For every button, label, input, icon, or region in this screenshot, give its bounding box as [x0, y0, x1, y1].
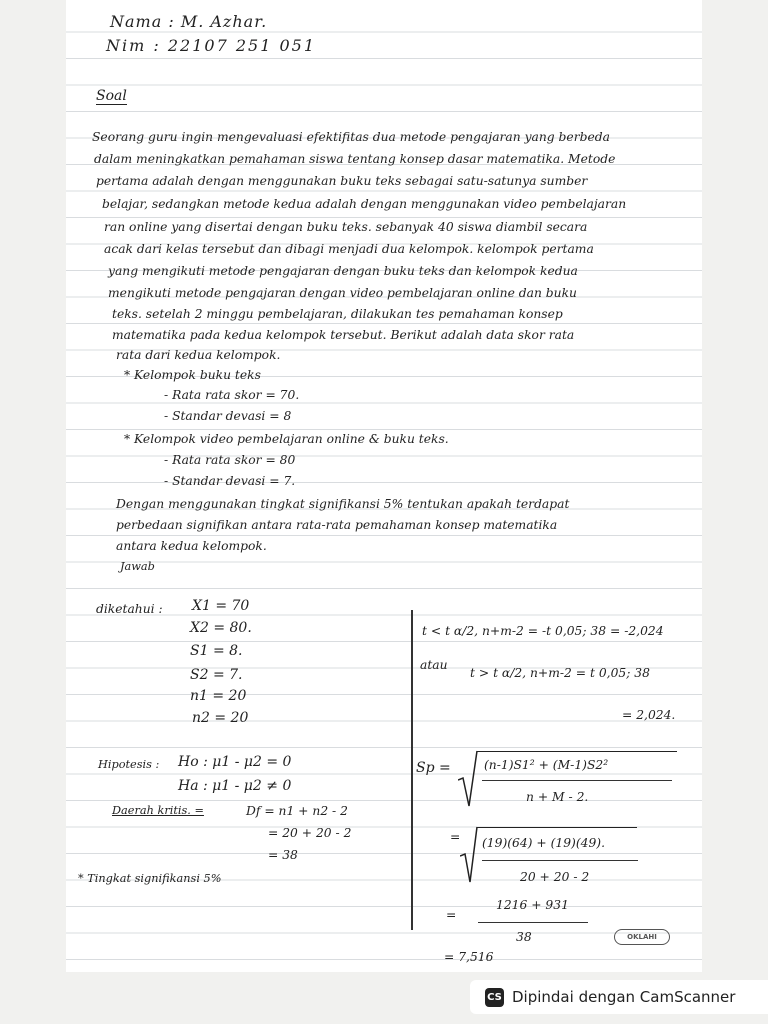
- daerah-kritis-label: Daerah kritis. =: [112, 804, 204, 817]
- sp-numerator-2: (19)(64) + (19)(49).: [482, 836, 605, 850]
- df-line: Df = n1 + n2 - 2: [246, 804, 348, 818]
- camscanner-icon: CS: [485, 988, 504, 1007]
- nim-line: Nim : 22107 251 051: [106, 36, 316, 55]
- group1-title: * Kelompok buku teks: [124, 368, 261, 382]
- soal-line: pertama adalah dengan menggunakan buku teks sebagai satu-satunya sumber: [96, 174, 588, 188]
- sqrt-sign: [460, 826, 478, 886]
- known-value: X2 = 80.: [190, 620, 252, 636]
- known-value: n2 = 20: [192, 710, 249, 726]
- group1-item: - Standar devasi = 8: [164, 409, 292, 423]
- group2-item: - Standar devasi = 7.: [164, 474, 296, 488]
- ha: Ha : μ1 - μ2 ≠ 0: [178, 778, 292, 794]
- stamp-logo: OKLAHI: [614, 929, 670, 945]
- critical-line-1: t < t α/2, n+m-2 = -t 0,05; 38 = -2,024: [422, 624, 664, 638]
- df-line: = 20 + 20 - 2: [268, 826, 352, 840]
- sp-denominator-3: 38: [516, 930, 532, 944]
- equals-sign: =: [446, 908, 457, 922]
- notebook-page: [66, 0, 702, 972]
- tingkat-signifikansi: * Tingkat signifikansi 5%: [78, 872, 222, 885]
- question-line: Dengan menggunakan tingkat signifikansi 5% tentukan apakah terdapat: [116, 497, 570, 511]
- critical-line-2: t > t α/2, n+m-2 = t 0,05; 38: [470, 666, 650, 680]
- column-divider: [411, 610, 413, 930]
- sp-label: Sp =: [416, 760, 451, 776]
- question-line: antara kedua kelompok.: [116, 539, 267, 553]
- hipotesis-label: Hipotesis :: [98, 758, 160, 771]
- fraction-bar: [482, 860, 638, 861]
- known-value: n1 = 20: [190, 688, 247, 704]
- sp-numerator: (n-1)S1² + (M-1)S2²: [484, 758, 609, 772]
- sp-numerator-3: 1216 + 931: [496, 898, 569, 912]
- camscanner-watermark: [470, 980, 768, 1014]
- soal-line: dalam meningkatkan pemahaman siswa tentang konsep dasar matematika. Metode: [94, 152, 616, 166]
- sp-result: = 7,516: [444, 950, 494, 964]
- equals-sign: =: [450, 830, 461, 844]
- soal-line: matematika pada kedua kelompok tersebut. Berikut adalah data skor rata: [112, 328, 575, 342]
- soal-line: rata dari kedua kelompok.: [116, 348, 281, 362]
- known-value: X1 = 70: [192, 598, 250, 614]
- critical-atau: atau: [420, 658, 448, 672]
- group1-item: - Rata rata skor = 70.: [164, 388, 300, 402]
- name-line: Nama : M. Azhar.: [110, 12, 268, 31]
- sqrt-bar: [477, 827, 637, 828]
- soal-line: teks. setelah 2 minggu pembelajaran, dilakukan tes pemahaman konsep: [112, 307, 563, 321]
- soal-line: ran online yang disertai dengan buku teks. sebanyak 40 siswa diambil secara: [104, 220, 588, 234]
- group2-item: - Rata rata skor = 80: [164, 453, 296, 467]
- fraction-bar: [478, 922, 588, 923]
- question-line: perbedaan signifikan antara rata-rata pemahaman konsep matematika: [116, 518, 558, 532]
- group2-title: * Kelompok video pembelajaran online & buku teks.: [124, 432, 449, 446]
- critical-line-3: = 2,024.: [622, 708, 676, 722]
- soal-title: Soal: [96, 88, 127, 104]
- known-value: S1 = 8.: [190, 643, 243, 659]
- h0: Ho : μ1 - μ2 = 0: [178, 754, 292, 770]
- sp-denominator-2: 20 + 20 - 2: [520, 870, 590, 884]
- fraction-bar: [482, 780, 672, 781]
- soal-line: mengikuti metode pengajaran dengan video pembelajaran online dan buku: [108, 286, 577, 300]
- sp-denominator: n + M - 2.: [526, 790, 589, 804]
- sqrt-sign: [458, 750, 478, 810]
- soal-line: yang mengikuti metode pengajaran dengan buku teks dan kelompok kedua: [108, 264, 578, 278]
- sqrt-bar: [477, 751, 677, 752]
- soal-line: acak dari kelas tersebut dan dibagi menjadi dua kelompok. kelompok pertama: [104, 242, 594, 256]
- camscanner-label: Dipindai dengan CamScanner: [512, 988, 736, 1006]
- df-line: = 38: [268, 848, 298, 862]
- soal-line: belajar, sedangkan metode kedua adalah dengan menggunakan video pembelajaran: [102, 197, 627, 211]
- soal-line: Seorang guru ingin mengevaluasi efektifitas dua metode pengajaran yang berbeda: [92, 130, 610, 144]
- diketahui-label: diketahui :: [96, 602, 163, 616]
- known-value: S2 = 7.: [190, 667, 243, 683]
- jawab-title: Jawab: [120, 560, 155, 573]
